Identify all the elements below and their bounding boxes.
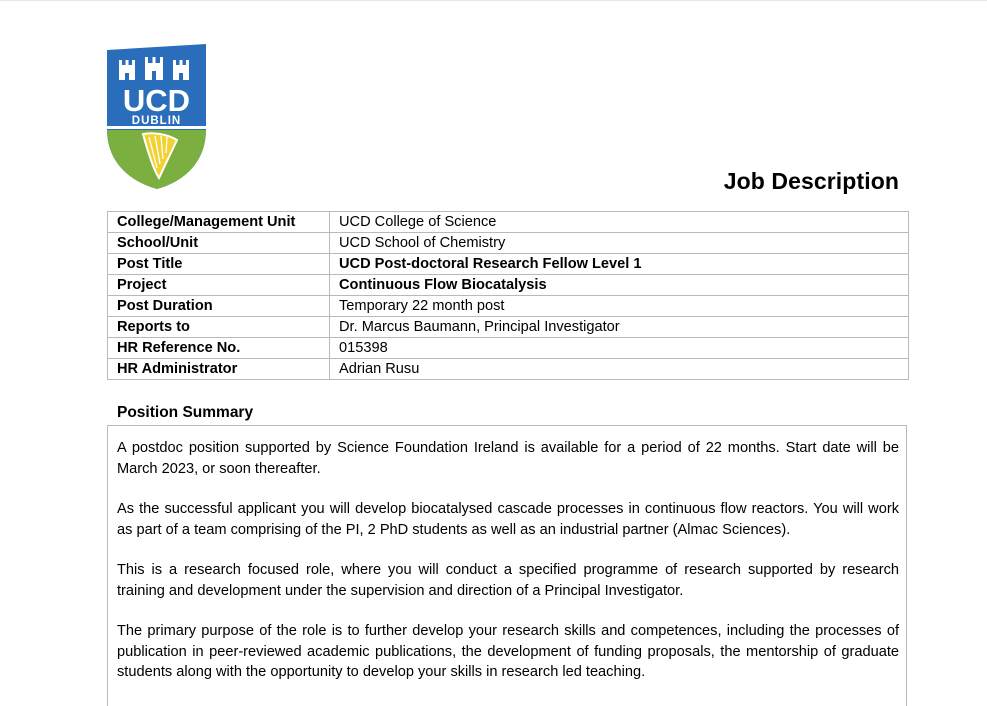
detail-label: School/Unit: [108, 233, 330, 254]
table-row: [108, 317, 909, 338]
detail-value: Dr. Marcus Baumann, Principal Investigator: [330, 317, 909, 338]
document-title: Job Description: [723, 168, 899, 194]
detail-value: Continuous Flow Biocatalysis: [330, 275, 909, 296]
detail-label: Post Duration: [108, 296, 330, 317]
ucd-logo: [107, 44, 208, 189]
summary-paragraph: The primary purpose of the role is to further develop your research skills and competences, including the processes of publication in peer-reviewed academic publications, the development of funding proposals, the mentorship of graduate students along with the opportunity to develop your skills in research led teaching.: [117, 623, 899, 680]
detail-value: UCD School of Chemistry: [330, 233, 909, 254]
detail-value: 015398: [330, 338, 909, 359]
job-details-table: [107, 211, 909, 380]
detail-label: Post Title: [108, 254, 330, 275]
position-summary-heading: Position Summary: [117, 404, 254, 421]
table-row: [108, 254, 909, 275]
table-row: [108, 233, 909, 254]
position-summary-box: [107, 425, 907, 706]
detail-value: UCD College of Science: [330, 212, 909, 233]
table-row: [108, 212, 909, 233]
table-row: [108, 359, 909, 380]
summary-paragraph: A postdoc position supported by Science Foundation Ireland is available for a period of 22 months. Start date will be March 2023, or soon thereafter.: [117, 440, 899, 477]
summary-paragraph: This is a research focused role, where you will conduct a specified programme of research supported by research training and development under the supervision and direction of a Principal Investigator.: [117, 562, 899, 599]
page-top-border: [0, 0, 987, 1]
detail-value: Temporary 22 month post: [330, 296, 909, 317]
logo-dublin-text: DUBLIN: [131, 115, 182, 127]
table-row: [108, 338, 909, 359]
table-row: [108, 275, 909, 296]
detail-label: HR Administrator: [108, 359, 330, 380]
detail-label: College/Management Unit: [108, 212, 330, 233]
detail-label: Reports to: [108, 317, 330, 338]
table-row: [108, 296, 909, 317]
detail-value: UCD Post-doctoral Research Fellow Level 1: [330, 254, 909, 275]
detail-label: HR Reference No.: [108, 338, 330, 359]
summary-paragraph: As the successful applicant you will develop biocatalysed cascade processes in continuous flow reactors. You will work as part of a team comprising of the PI, 2 PhD students as well as an industrial partner (Almac Sciences).: [117, 501, 899, 538]
detail-label: Project: [108, 275, 330, 296]
logo-ucd-text: UCD: [122, 83, 191, 118]
detail-value: Adrian Rusu: [330, 359, 909, 380]
